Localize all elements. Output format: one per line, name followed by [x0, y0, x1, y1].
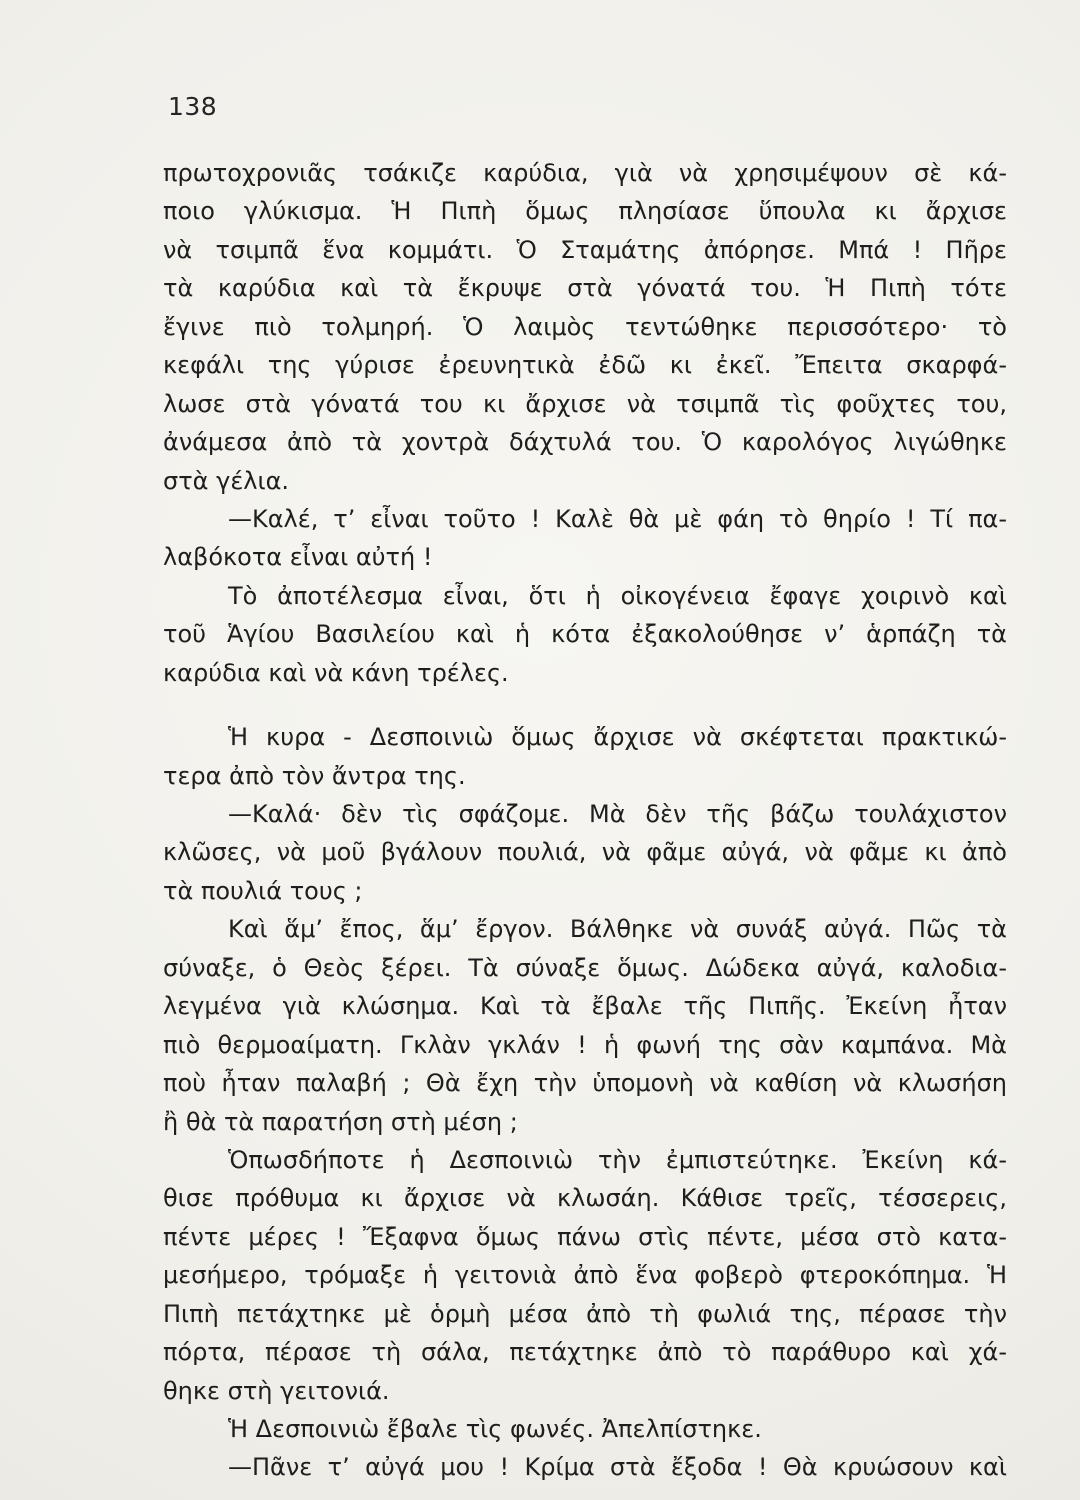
text-line: —Καλά· δὲν τὶς σφάζομε. Μὰ δὲν τῆς βάζω τουλάχιστον — [228, 800, 1007, 828]
text-line: πρωτοχρονιᾶς τσάκιζε καρύδια, γιὰ νὰ χρησιμέψουν σὲ κά- — [163, 159, 1007, 187]
text-line: πιὸ θερμοαίματη. Γκλὰν γκλάν ! ἡ φωνή της σὰν καμπάνα. Μὰ — [163, 1030, 1007, 1059]
text-line: Ὁπωσδήποτε ἡ Δεσποινιὼ τὴν ἐμπιστεύτηκε. Ἐκείνη κά- — [228, 1145, 1007, 1174]
text-line: τὰ πουλιά τους ; — [163, 876, 363, 905]
text-line: τοῦ Ἁγίου Βασιλείου καὶ ἡ κότα ἐξακολούθησε ν’ ἁρπάζη τὰ — [163, 620, 1007, 649]
page-number: 138 — [168, 92, 218, 121]
text-line: πόρτα, πέρασε τὴ σάλα, πετάχτηκε ἀπὸ τὸ παράθυρο καὶ χά- — [163, 1338, 1007, 1367]
text-line: τὰ καρύδια καὶ τὰ ἔκρυψε στὰ γόνατά του. Ἡ Πιπὴ τότε — [163, 274, 1007, 303]
text-line: μεσήμερο, τρόμαξε ἡ γειτονιὰ ἀπὸ ἕνα φοβερὸ φτεροκόπημα. Ἡ — [163, 1261, 1007, 1290]
text-line: ποιο γλύκισμα. Ἡ Πιπὴ ὅμως πλησίασε ὕπουλα κι ἄρχισε — [163, 197, 1007, 226]
text-line: καρύδια καὶ νὰ κάνη τρέλες. — [163, 658, 509, 687]
text-line: τερα ἀπὸ τὸν ἄντρα της. — [163, 761, 466, 790]
text-line: κλῶσες, νὰ μοῦ βγάλουν πουλιά, νὰ φᾶμε αὐγά, νὰ φᾶμε κι ἀπὸ — [163, 838, 1007, 867]
text-line: πέντε μέρες ! Ἔξαφνα ὅμως πάνω στὶς πέντε, μέσα στὸ κατα- — [163, 1222, 1007, 1251]
paragraph-gap — [163, 692, 1007, 718]
text-line: Τὸ ἀποτέλεσμα εἶναι, ὅτι ἡ οἰκογένεια ἔφαγε χοιρινὸ καὶ — [228, 581, 1007, 610]
text-line: θηκε στὴ γειτονιά. — [163, 1376, 390, 1405]
text-line: θισε πρόθυμα κι ἄρχισε νὰ κλωσάη. Κάθισε τρεῖς, τέσσερεις, — [163, 1184, 1007, 1213]
text-line: ἔγινε πιὸ τολμηρή. Ὁ λαιμὸς τεντώθηκε περισσότερο· τὸ — [163, 312, 1007, 341]
text-line: λεγμένα γιὰ κλώσημα. Καὶ τὰ ἔβαλε τῆς Πιπῆς. Ἐκείνη ἦταν — [163, 992, 1007, 1021]
text-line: —Πᾶνε τ’ αὐγά μου ! Κρίμα στὰ ἔξοδα ! Θὰ κρυώσουν καὶ — [228, 1453, 1007, 1482]
text-line: —Καλέ, τ’ εἶναι τοῦτο ! Καλὲ θὰ μὲ φάη τὸ θηρίο ! Τί πα- — [228, 504, 1007, 533]
text-line: στὰ γέλια. — [163, 466, 290, 495]
text-line: λωσε στὰ γόνατά του κι ἄρχισε νὰ τσιμπᾶ τὶς φοῦχτες του, — [163, 389, 1007, 418]
text-line: νὰ τσιμπᾶ ἕνα κομμάτι. Ὁ Σταμάτης ἀπόρησε. Μπά ! Πῆρε — [163, 235, 1007, 264]
text-line: Καὶ ἅμ’ ἔπος, ἅμ’ ἔργον. Βάλθηκε νὰ συνάξ αὐγά. Πῶς τὰ — [228, 915, 1007, 944]
text-line: σύναξε, ὁ Θεὸς ξέρει. Τὰ σύναξε ὅμως. Δώδεκα αὐγά, καλοδια- — [163, 953, 1007, 982]
text-line: ποὺ ἦταν παλαβή ; Θὰ ἔχη τὴν ὑπομονὴ νὰ καθίση νὰ κλωσήση — [163, 1069, 1007, 1098]
page-text — [163, 154, 1007, 1487]
text-line: ἢ θὰ τὰ παρατήση στὴ μέση ; — [163, 1107, 518, 1136]
text-line: Πιπὴ πετάχτηκε μὲ ὁρμὴ μέσα ἀπὸ τὴ φωλιά της, πέρασε τὴν — [163, 1299, 1007, 1328]
text-line: Ἡ Δεσποινιὼ ἔβαλε τὶς φωνές. Ἀπελπίστηκε. — [228, 1415, 762, 1443]
text-line: λαβόκοτα εἶναι αὐτή ! — [163, 543, 433, 572]
text-line: κεφάλι της γύρισε ἐρευνητικὰ ἐδῶ κι ἐκεῖ. Ἔπειτα σκαρφά- — [163, 351, 1007, 380]
text-line: Ἡ κυρα - Δεσποινιὼ ὅμως ἄρχισε νὰ σκέφτεται πρακτικώ- — [228, 723, 1007, 752]
text-line: ἀνάμεσα ἀπὸ τὰ χοντρὰ δάχτυλά του. Ὁ καρολόγος λιγώθηκε — [163, 428, 1007, 457]
